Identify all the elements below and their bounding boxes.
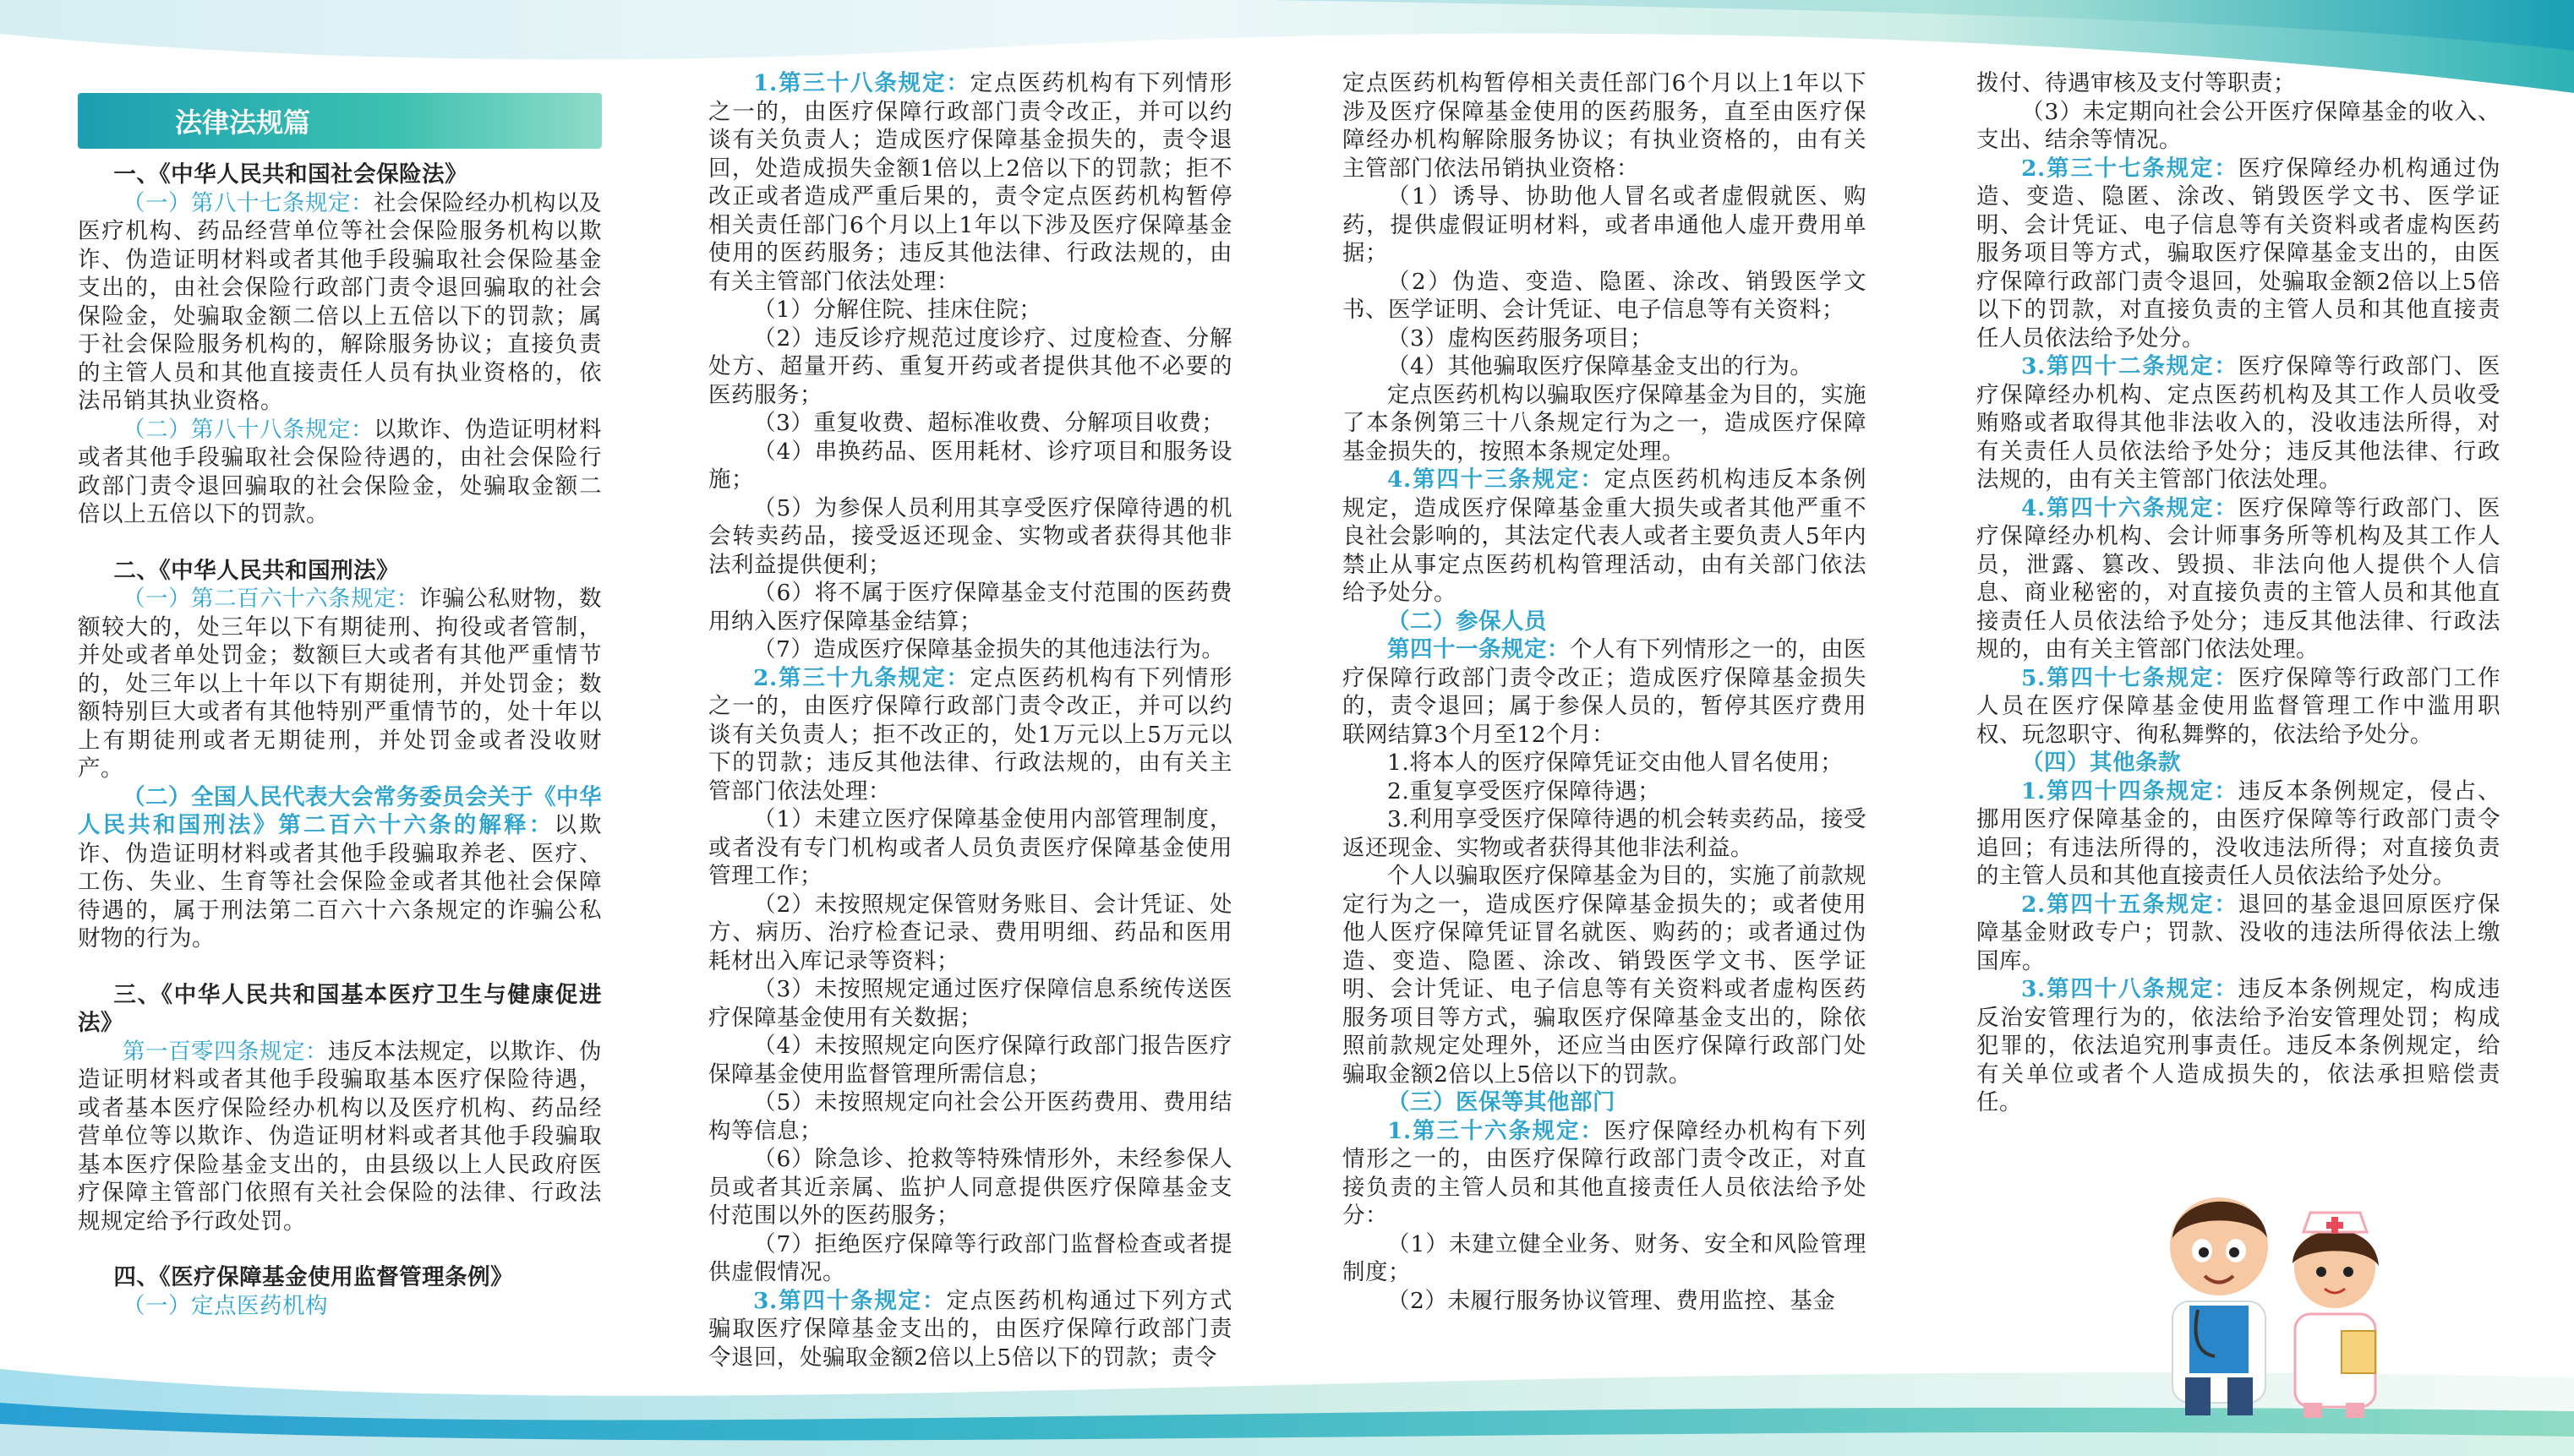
paragraph: [1976, 155, 2500, 353]
article-label: 第四十一条规定：: [1387, 636, 1570, 663]
section-heading-4: 四、《医疗保障基金使用监督管理条例》: [113, 1264, 514, 1290]
list-item: （3）虚构医药服务项目；: [1387, 324, 1653, 352]
article-label: （一）第二百六十六条规定：: [123, 586, 419, 612]
paragraph: [1976, 664, 2500, 750]
paragraph: （3）未定期向社会公开医疗保障基金的收入、支出、结余等情况。: [1976, 98, 2500, 153]
paragraph: 定点医药机构以骗取医疗保障基金为目的，实施了本条例第三十八条规定行为之一，造成医疗保障基金损失的，按照本条规定处理。: [1342, 381, 1866, 465]
paragraph: [1342, 1117, 1866, 1230]
sub-heading: （二）参保人员: [1387, 608, 1547, 635]
paragraph: [1342, 635, 1866, 749]
nurse-icon: [2293, 1213, 2379, 1418]
article-text: 医疗保障经办机构通过伪造、变造、隐匿、涂改、销毁医学文书、医学证明、会计凭证、电子信息等有关资料或者虚构医药服务项目等方式，骗取医疗保障基金支出的，由医疗保障行政部门责令退回，处骗取金额2倍以上5倍以下的罚款，对直接负责的主管人员和其他直接责任人员依法给予处分。: [1976, 155, 2501, 352]
doctor-nurse-illustration: [2139, 1166, 2392, 1420]
doctor-icon: [2170, 1197, 2268, 1415]
paragraph: [1342, 466, 1866, 608]
list-item: （2）伪造、变造、隐匿、涂改、销毁医学文书、医学证明、会计凭证、电子信息等有关资料；: [1342, 268, 1866, 323]
paragraph: [78, 783, 602, 953]
article-text: 个人有下列情形之一的，由医疗保障行政部门责令改正；造成医疗保障基金损失的，责令退回；属于参保人员的，暂停其医疗费用联网结算3个月至12个月：: [1342, 636, 1866, 748]
article-text: 医疗保障等行政部门、医疗保障经办机构、会计师事务所等机构及其工作人员，泄露、篡改、毁损、非法向他人提供个人信息、商业秘密的，对直接负责的主管人员和其他直接责任人员依法给予处分；违反其他法律、行政法规的，由有关主管部门依法处理。: [1976, 494, 2501, 663]
paragraph: [78, 585, 602, 783]
article-label: （二）第八十八条规定：: [123, 416, 374, 443]
sub-heading: （三）医保等其他部门: [1387, 1089, 1615, 1115]
list-item: （5）为参保人员利用其享受医疗保障待遇的机会转卖药品，接受返还现金、实物或者获得其他非法利益提供便利；: [708, 494, 1232, 578]
item-list: [708, 296, 1232, 664]
sub-heading: （四）其他条款: [2021, 750, 2181, 776]
article-label: 4.第四十三条规定：: [1387, 466, 1604, 493]
article-label: 2.第三十九条规定：: [753, 664, 970, 691]
list-item: （7）造成医疗保障基金损失的其他违法行为。: [753, 636, 1225, 663]
article-text: 定点医药机构有下列情形之一的，由医疗保障行政部门责令改正，并可以约谈有关负责人；造成医疗保障基金损失的，责令退回，处造成损失金额1倍以上2倍以下的罚款；拒不改正或者造成严重后果的，责令定点医药机构暂停相关责任部门6个月以上1年以下涉及医疗保障基金使用的医药服务；违反其他法律、行政法规的，由有关主管部门依法处理：: [708, 70, 1233, 295]
list-item: 1.将本人的医疗保障凭证交由他人冒名使用；: [1387, 750, 1844, 776]
article-label: 1.第三十八条规定：: [753, 70, 970, 96]
paragraph: [78, 1038, 602, 1236]
article-label: 2.第四十五条规定：: [2021, 891, 2238, 918]
paragraph: [78, 189, 602, 416]
paragraph: [1976, 975, 2500, 1117]
list-item: （3）重复收费、超标准收费、分解项目收费；: [753, 410, 1225, 436]
article-text: 退回的基金退回原医疗保障基金财政专户；罚款、没收的违法所得依法上缴国库。: [1976, 891, 2501, 974]
article-label: 2.第三十七条规定：: [2021, 155, 2238, 182]
paragraph: [1976, 777, 2500, 891]
sub-heading: （一）定点医药机构: [123, 1292, 328, 1319]
article-label: 4.第四十六条规定：: [2021, 494, 2238, 521]
paragraph: [78, 416, 602, 529]
article-text: 定点医药机构通过下列方式骗取医疗保障基金支出的，由医疗保障行政部门责令退回，处骗取金额2倍以上5倍以下的罚款；责令: [708, 1287, 1233, 1371]
paragraph: [708, 69, 1232, 296]
list-item: （5）未按照规定向社会公开医药费用、费用结构等信息；: [708, 1089, 1232, 1144]
list-item: （4）未按照规定向医疗保障行政部门报告医疗保障基金使用监督管理所需信息；: [708, 1033, 1232, 1088]
list-item: （7）拒绝医疗保障等行政部门监督检查或者提供虚假情况。: [708, 1230, 1232, 1285]
item-list: [1342, 1230, 1866, 1316]
article-text: 医疗保障等行政部门工作人员在医疗保障基金使用监督管理工作中滥用职权、玩忽职守、徇私舞弊的，依法给予处分。: [1976, 664, 2501, 748]
article-text: 医疗保障经办机构有下列情形之一的，由医疗保障行政部门责令改正，对直接负责的主管人员和其他直接责任人员依法给予处分：: [1342, 1117, 1867, 1229]
list-item: （2）未按照规定保管财务账目、会计凭证、处方、病历、治疗检查记录、费用明细、药品和医用耗材出入库记录等资料；: [708, 891, 1232, 974]
article-text: 以欺诈、伪造证明材料或者其他手段骗取社会保险待遇的，由社会保险行政部门责令退回骗取的社会保险金，处骗取金额二倍以上五倍以下的罚款。: [78, 416, 602, 527]
column-1: [78, 161, 602, 1320]
list-item: （6）将不属于医疗保障基金支付范围的医药费用纳入医疗保障基金结算；: [708, 580, 1232, 635]
list-item: （1）未建立医疗保障基金使用内部管理制度，或者没有专门机构或者人员负责医疗保障基金使用管理工作；: [708, 806, 1232, 889]
list-item: （2）未履行服务协议管理、费用监控、基金: [1387, 1287, 1836, 1314]
list-item: （4）串换药品、医用耗材、诊疗项目和服务设施；: [708, 438, 1232, 493]
article-label: 第一百零四条规定：: [123, 1038, 328, 1065]
article-label: 3.第四十二条规定：: [2021, 353, 2238, 379]
list-item: 2.重复享受医疗保障待遇；: [1387, 777, 1661, 804]
paragraph: 拨付、待遇审核及支付等职责；: [1976, 70, 2296, 96]
article-text: 定点医药机构有下列情形之一的，由医疗保障行政部门责令改正，并可以约谈有关负责人；拒不改正的，处1万元以上5万元以下的罚款；违反其他法律、行政法规的，由有关主管部门依法处理：: [708, 664, 1233, 804]
article-label: （一）第八十七条规定：: [123, 189, 374, 216]
list-item: （1）分解住院、挂床住院；: [753, 297, 1042, 323]
list-item: （3）未按照规定通过医疗保障信息系统传送医疗保障基金使用有关数据；: [708, 976, 1232, 1031]
item-list: [708, 805, 1232, 1287]
article-label: 3.第四十条规定：: [753, 1287, 947, 1314]
list-item: （1）未建立健全业务、财务、安全和风险管理制度；: [1342, 1230, 1866, 1285]
list-item: 3.利用享受医疗保障待遇的机会转卖药品，接受返还现金、实物或者获得其他非法利益。: [1342, 806, 1866, 861]
article-label: 1.第三十六条规定：: [1387, 1117, 1604, 1144]
paragraph: [1976, 352, 2500, 494]
section-heading-2: 二、《中华人民共和国刑法》: [113, 557, 400, 584]
item-list: [1342, 183, 1866, 381]
article-text: 定点医药机构违反本条例规定，造成医疗保障基金重大损失或者其他严重不良社会影响的，其法定代表人或者主要负责人5年内禁止从事定点医药机构管理活动，由有关部门依法给予处分。: [1342, 466, 1867, 606]
section-heading-1: 一、《中华人民共和国社会保险法》: [113, 161, 468, 188]
article-text: 违反本法规定，以欺诈、伪造证明材料或者其他手段骗取基本医疗保险待遇，或者基本医疗保险经办机构以及医疗机构、药品经营单位等以欺诈、伪造证明材料或者其他手段骗取基本医疗保险基金支出的，由县级以上人民政府医疗保障主管部门依照有关社会保险的法律、行政法规规定给予行政处罚。: [78, 1038, 602, 1235]
article-text: 违反本条例规定，构成违反治安管理行为的，依法给予治安管理处罚；构成犯罪的，依法追究刑事责任。违反本条例规定，给有关单位或者个人造成损失的，依法承担赔偿责任。: [1976, 976, 2501, 1115]
list-item: （4）其他骗取医疗保障基金支出的行为。: [1387, 353, 1813, 379]
paragraph: [708, 1287, 1232, 1372]
article-label: （二）全国人民代表大会常务委员会关于《中华人民共和国刑法》第二百六十六条的解释：: [78, 783, 602, 838]
paragraph: [1976, 891, 2500, 976]
column-2: [708, 69, 1232, 1371]
article-text: 违反本条例规定，侵占、挪用医疗保障基金的，由医疗保障等行政部门责令追回；有违法所得的，没收违法所得；对直接负责的主管人员和其他直接责任人员依法给予处分。: [1976, 777, 2501, 889]
page-title: 法律法规篇: [174, 106, 310, 139]
paragraph: [1976, 494, 2500, 664]
article-label: 5.第四十七条规定：: [2021, 664, 2238, 691]
article-label: 1.第四十四条规定：: [2021, 777, 2238, 804]
list-item: （2）违反诊疗规范过度诊疗、过度检查、分解处方、超量开药、重复开药或者提供其他不必要的医药服务；: [708, 324, 1232, 408]
paragraph: 定点医药机构暂停相关责任部门6个月以上1年以下涉及医疗保障基金使用的医药服务，直至由医疗保障经办机构解除服务协议；有执业资格的，由有关主管部门依法吊销执业资格：: [1342, 70, 1866, 182]
paragraph: 个人以骗取医疗保障基金为目的，实施了前款规定行为之一，造成医疗保障基金损失的；或者使用他人医疗保障凭证冒名就医、购药的；或者通过伪造、变造、隐匿、涂改、销毁医学文书、医学证明、会计凭证、电子信息等有关资料或者虚构医药服务项目等方式，骗取医疗保障基金支出的，除依照前款规定处理外，还应当由医疗保障行政部门处骗取金额2倍以上5倍以下的罚款。: [1342, 863, 1866, 1088]
column-3: [1342, 69, 1866, 1315]
section-title-bar: [78, 93, 602, 149]
article-label: 3.第四十八条规定：: [2021, 976, 2238, 1002]
item-list: [1342, 749, 1866, 862]
list-item: （1）诱导、协助他人冒名或者虚假就医、购药，提供虚假证明材料，或者串通他人虚开费用单据；: [1342, 183, 1866, 266]
article-text: 诈骗公私财物，数额较大的，处三年以下有期徒刑、拘役或者管制，并处或者单处罚金；数额巨大或者有其他严重情节的，处三年以上十年以下有期徒刑，并处罚金；数额特别巨大或者有其他特别严重情节的，处十年以上有期徒刑或者无期徒刑，并处罚金或者没收财产。: [78, 586, 602, 782]
list-item: （6）除急诊、抢救等特殊情形外，未经参保人员或者其近亲属、监护人同意提供医疗保障基金支付范围以外的医药服务；: [708, 1146, 1232, 1229]
article-text: 以欺诈、伪造证明材料或者其他手段骗取养老、医疗、工伤、失业、生育等社会保险金或者其他社会保障待遇的，属于刑法第二百六十六条规定的诈骗公私财物的行为。: [78, 812, 603, 952]
article-text: 医疗保障等行政部门、医疗保障经办机构、定点医药机构及其工作人员收受贿赂或者取得其他非法收入的，没收违法所得，对有关责任人员依法给予处分；违反其他法律、行政法规的，由有关主管部门依法处理。: [1976, 353, 2501, 493]
article-text: 社会保险经办机构以及医疗机构、药品经营单位等社会保险服务机构以欺诈、伪造证明材料或者其他手段骗取社会保险基金支出的，由社会保险行政部门责令退回骗取的社会保险金，处骗取金额二倍以上五倍以下的罚款；属于社会保险服务机构的，解除服务协议；直接负责的主管人员和其他直接责任人员有执业资格的，依法吊销其执业资格。: [78, 189, 602, 414]
paragraph: [708, 664, 1232, 806]
section-heading-3: 三、《中华人民共和国基本医疗卫生与健康促进法》: [78, 981, 602, 1036]
column-4: [1976, 69, 2500, 1117]
